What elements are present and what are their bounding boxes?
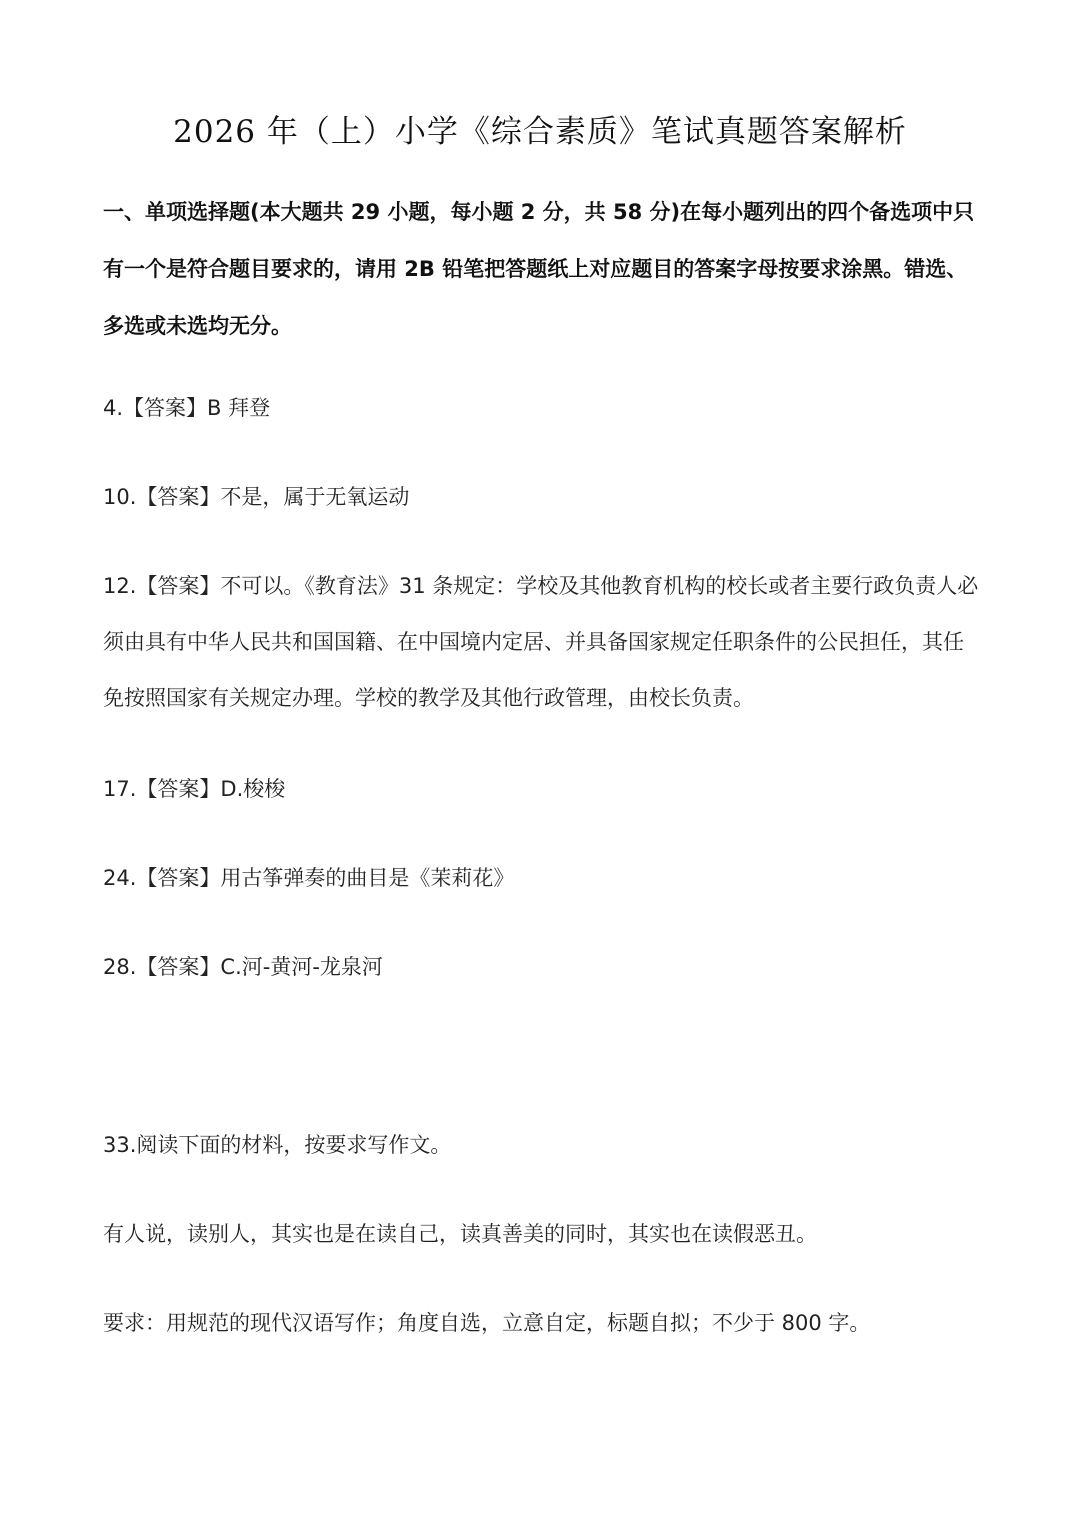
- answer-text: 不可以。《教育法》31 条规定：学校及其他教育机构的校长或者主要行政负责人必须由具有中华人民共和国国籍、在中国境内定居、并具备国家规定任职条件的公民担任，其任免按照国家有关规定办理。学校的教学及其他行政管理，由校长负责。: [103, 574, 979, 710]
- answer-text: C.河-黄河-龙泉河: [220, 955, 383, 979]
- answer-number: 4.: [103, 396, 124, 420]
- answer-label: 【答案】: [123, 396, 208, 420]
- answer-number: 24.: [103, 866, 137, 890]
- answer-item-12: [103, 558, 983, 726]
- answer-number: 28.: [103, 955, 137, 979]
- essay-prompt: 33.阅读下面的材料，按要求写作文。: [103, 1133, 452, 1157]
- answer-item-17: [103, 761, 983, 817]
- answer-label: 【答案】: [136, 777, 221, 801]
- answer-item-10: [103, 469, 983, 525]
- section-one-instructions: 一、单项选择题(本大题共 29 小题，每小题 2 分，共 58 分)在每小题列出的四个备选项中只有一个是符合题目要求的，请用 2B 铅笔把答题纸上对应题目的答案字母按要求涂黑。错选、多选或未选均无分。: [103, 200, 975, 338]
- answer-number: 17.: [103, 777, 137, 801]
- answer-label: 【答案】: [136, 485, 221, 509]
- answer-item-24: [103, 850, 983, 906]
- answer-label: 【答案】: [136, 574, 221, 598]
- answer-text: D.梭梭: [220, 777, 286, 801]
- answer-text: 不是，属于无氧运动: [220, 485, 410, 509]
- answer-item-28: [103, 939, 983, 995]
- answer-text: 用古筝弹奏的曲目是《茉莉花》: [220, 866, 515, 890]
- answer-label: 【答案】: [136, 955, 221, 979]
- answer-item-4: [103, 380, 983, 436]
- answer-text: B 拜登: [207, 396, 271, 420]
- answer-label: 【答案】: [136, 866, 221, 890]
- answer-number: 10.: [103, 485, 137, 509]
- essay-requirement: 要求：用规范的现代汉语写作；角度自选，立意自定，标题自拟；不少于 800 字。: [103, 1311, 871, 1335]
- page-title: 2026 年（上）小学《综合素质》笔试真题答案解析: [173, 114, 907, 150]
- answer-number: 12.: [103, 574, 137, 598]
- essay-material: 有人说，读别人，其实也是在读自己，读真善美的同时，其实也在读假恶丑。: [103, 1222, 817, 1246]
